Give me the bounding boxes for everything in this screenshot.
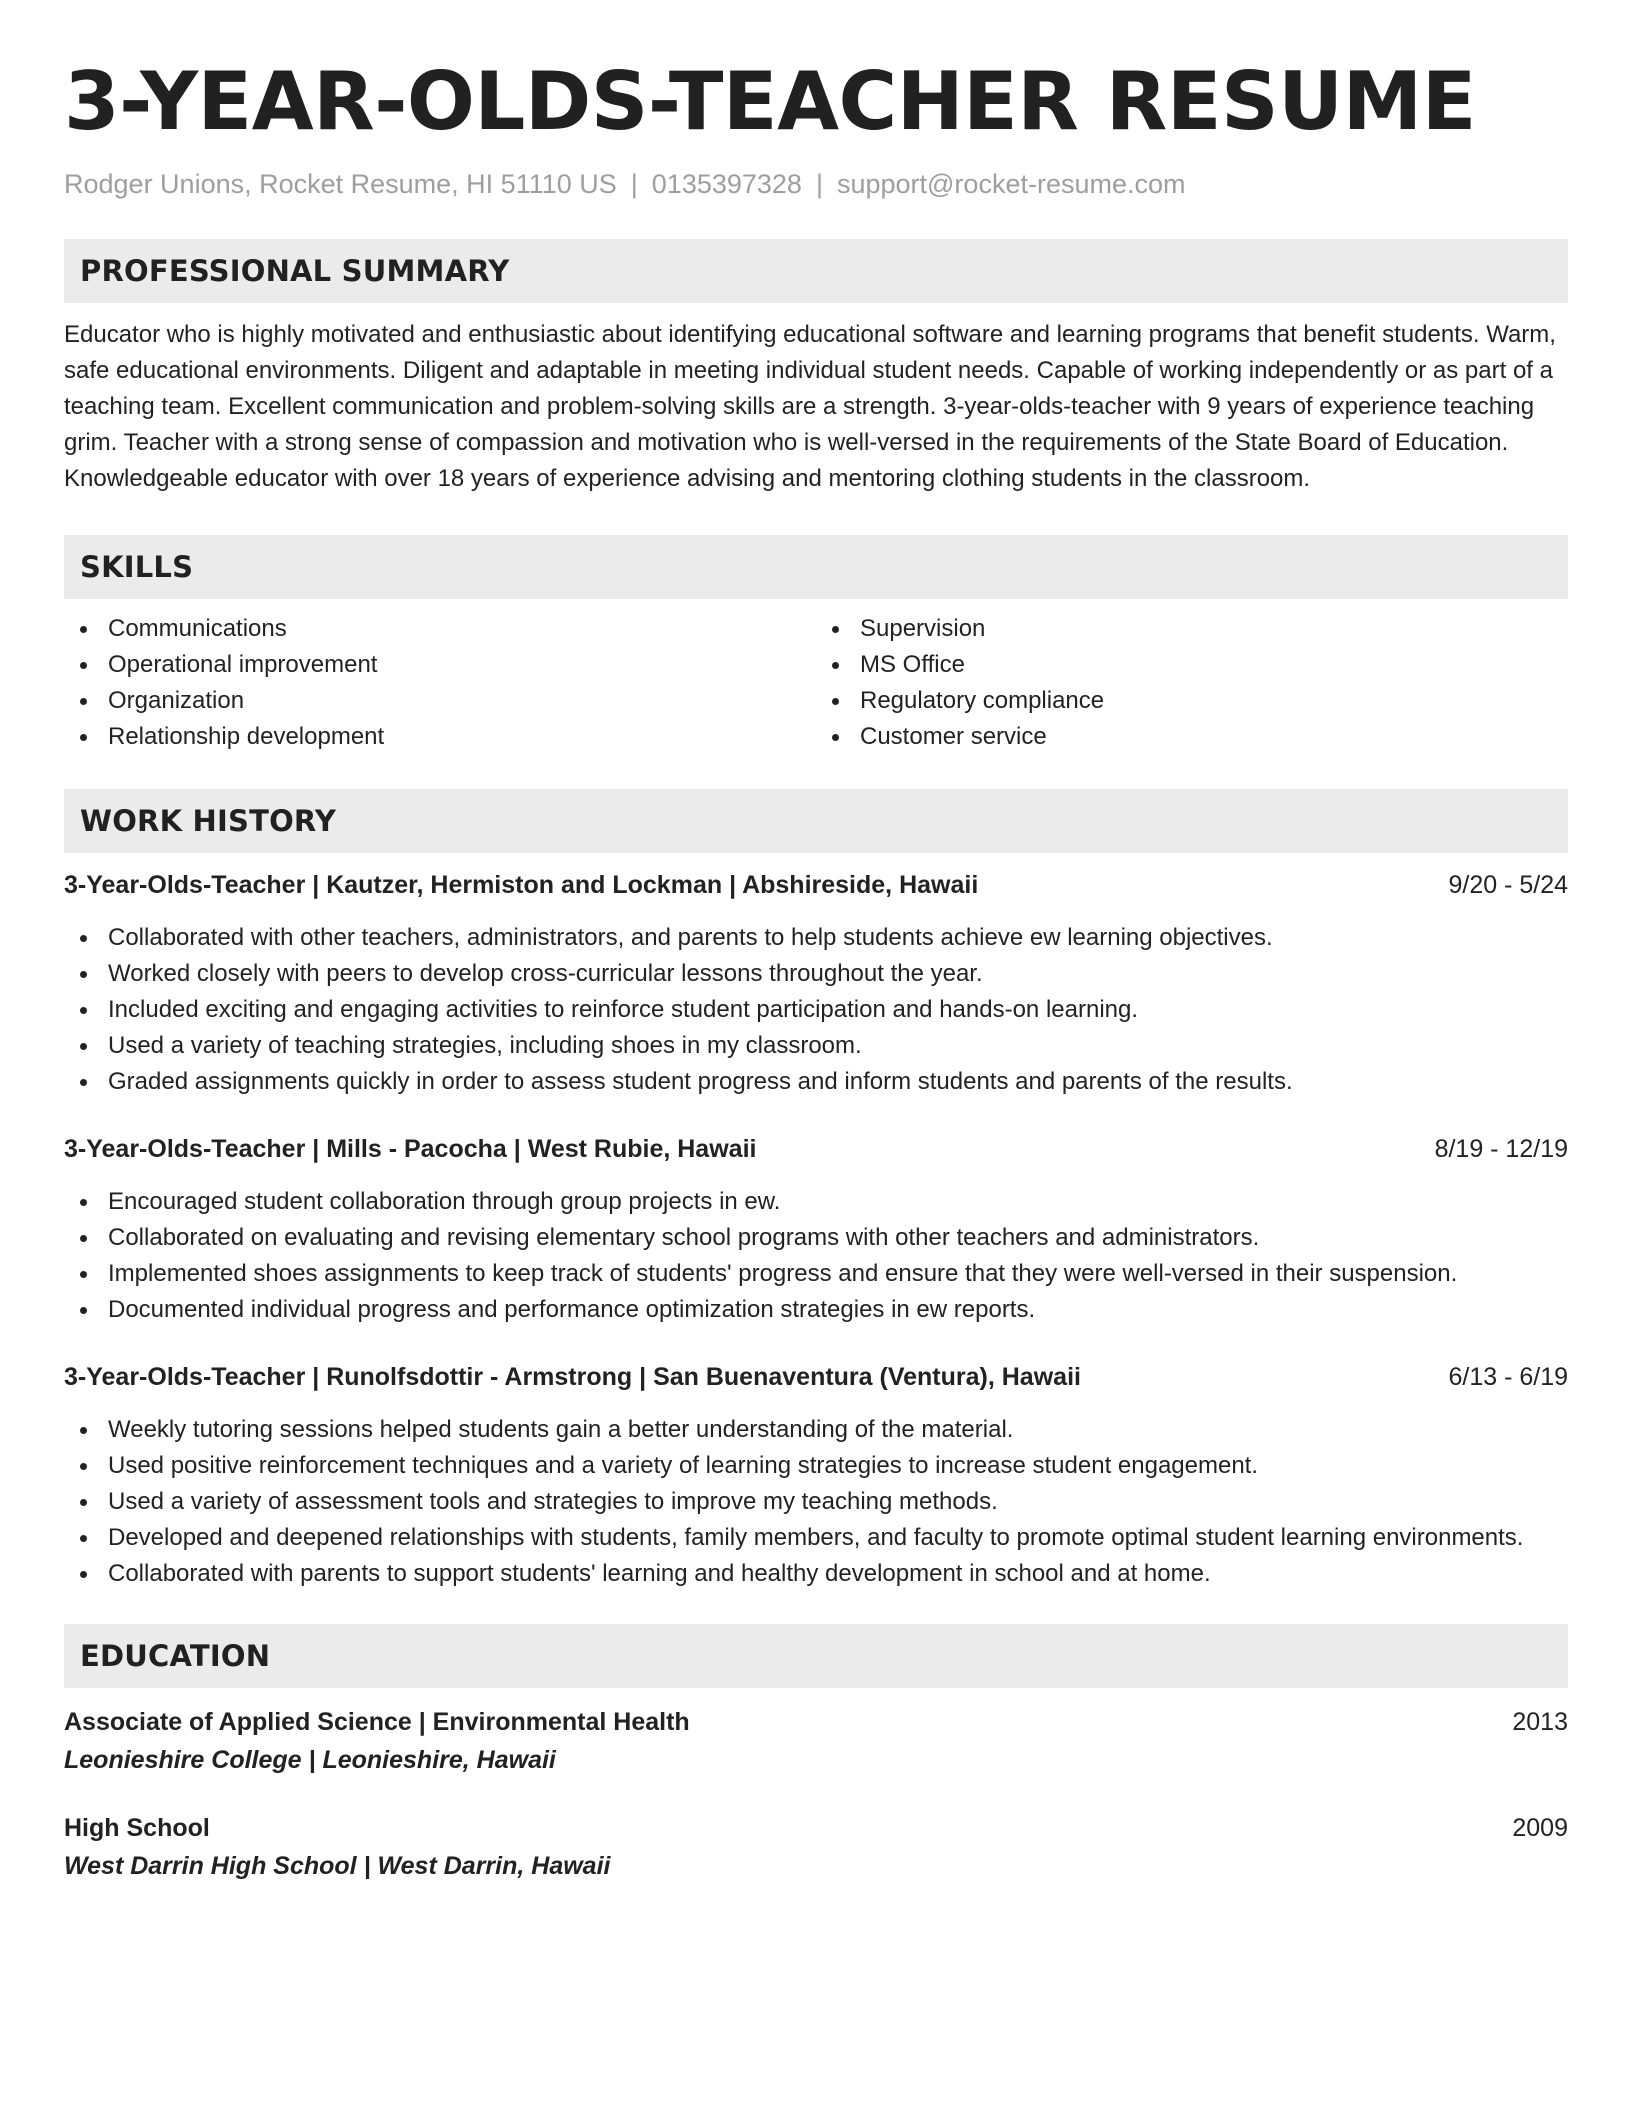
skills-list-right [816, 611, 1568, 755]
job-title: 3-Year-Olds-Teacher | Kautzer, Hermiston and Lockman | Abshireside, Hawaii [64, 871, 979, 899]
job-bullets [64, 903, 1568, 1100]
contact-separator: | [815, 169, 823, 199]
summary-text: Educator who is highly motivated and enthusiastic about identifying educational software and learning programs that benefit students. Warm, safe educational environments. Diligent and adaptable in meeting individual student needs. Capable of working independently or as part of a teaching team. Excellent communication and problem-solving skills are a strength. 3-year-olds-teacher with 9 years of experience teaching grim. Teacher with a strong sense of compassion and motivation who is well-versed in the requirements of the State Board of Education. Knowledgeable educator with over 18 years of experience advising and mentoring clothing students in the classroom. [64, 321, 1556, 492]
skill-item: MS Office [816, 647, 1568, 683]
job-entry [64, 1359, 1568, 1592]
education-header [64, 1810, 1568, 1846]
skill-item: Communications [64, 611, 816, 647]
skill-item: Operational improvement [64, 647, 816, 683]
education-header [64, 1704, 1568, 1740]
job-bullet: Worked closely with peers to develop cross-curricular lessons throughout the year. [64, 956, 1568, 992]
job-dates: 8/19 - 12/19 [1434, 1135, 1568, 1163]
job-bullets [64, 1395, 1568, 1592]
education-entry [64, 1704, 1568, 1780]
job-header [64, 1359, 1568, 1395]
education-school: Leonieshire College | Leonieshire, Hawaii [64, 1746, 556, 1774]
job-bullet: Documented individual progress and performance optimization strategies in ew reports. [64, 1292, 1568, 1328]
skill-item: Supervision [816, 611, 1568, 647]
job-bullet: Implemented shoes assignments to keep track of students' progress and ensure that they were well-versed in their suspension. [64, 1256, 1568, 1292]
job-bullet: Used a variety of assessment tools and strategies to improve my teaching methods. [64, 1484, 1568, 1520]
job-bullets [64, 1167, 1568, 1328]
job-dates: 6/13 - 6/19 [1448, 1363, 1568, 1391]
job-title: 3-Year-Olds-Teacher | Mills - Pacocha | West Rubie, Hawaii [64, 1135, 757, 1163]
contact-address: Rodger Unions, Rocket Resume, HI 51110 US [64, 169, 617, 199]
skill-item: Relationship development [64, 719, 816, 755]
job-bullet: Graded assignments quickly in order to assess student progress and inform students and parents of the results. [64, 1064, 1568, 1100]
resume-title: 3-YEAR-OLDS-TEACHER RESUME [64, 55, 1476, 148]
education-section-header: EDUCATION [64, 1624, 1568, 1688]
job-bullet: Used positive reinforcement techniques and a variety of learning strategies to increase student engagement. [64, 1448, 1568, 1484]
job-entry [64, 867, 1568, 1100]
work-section-header: WORK HISTORY [64, 789, 1568, 853]
job-bullet: Developed and deepened relationships with students, family members, and faculty to promote optimal student learning environments. [64, 1520, 1568, 1556]
contact-phone: 0135397328 [651, 169, 802, 199]
job-bullet: Collaborated with other teachers, administrators, and parents to help students achieve ew learning objectives. [64, 920, 1568, 956]
job-entry [64, 1131, 1568, 1328]
job-bullet: Included exciting and engaging activities to reinforce student participation and hands-on learning. [64, 992, 1568, 1028]
job-header [64, 867, 1568, 903]
education-school: West Darrin High School | West Darrin, Hawaii [64, 1852, 611, 1880]
contact-line [64, 166, 1568, 202]
skills-grid [64, 599, 1568, 755]
skill-item: Organization [64, 683, 816, 719]
contact-separator: | [630, 169, 638, 199]
job-bullet: Encouraged student collaboration through group projects in ew. [64, 1184, 1568, 1220]
education-year: 2013 [1512, 1708, 1568, 1736]
job-title: 3-Year-Olds-Teacher | Runolfsdottir - Armstrong | San Buenaventura (Ventura), Hawaii [64, 1363, 1081, 1391]
contact-email: support@rocket-resume.com [836, 169, 1186, 199]
skill-item: Customer service [816, 719, 1568, 755]
education-degree: Associate of Applied Science | Environmental Health [64, 1708, 690, 1736]
skills-list-left [64, 611, 816, 755]
education-degree: High School [64, 1814, 210, 1842]
job-bullet: Collaborated on evaluating and revising elementary school programs with other teachers and administrators. [64, 1220, 1568, 1256]
education-year: 2009 [1512, 1814, 1568, 1842]
job-header [64, 1131, 1568, 1167]
skills-section-header: SKILLS [64, 535, 1568, 599]
job-bullet: Used a variety of teaching strategies, including shoes in my classroom. [64, 1028, 1568, 1064]
skill-item: Regulatory compliance [816, 683, 1568, 719]
education-entry [64, 1810, 1568, 1886]
job-bullet: Collaborated with parents to support students' learning and healthy development in school and at home. [64, 1556, 1568, 1592]
job-dates: 9/20 - 5/24 [1448, 871, 1568, 899]
job-bullet: Weekly tutoring sessions helped students gain a better understanding of the material. [64, 1412, 1568, 1448]
summary-section-header: PROFESSIONAL SUMMARY [64, 239, 1568, 303]
